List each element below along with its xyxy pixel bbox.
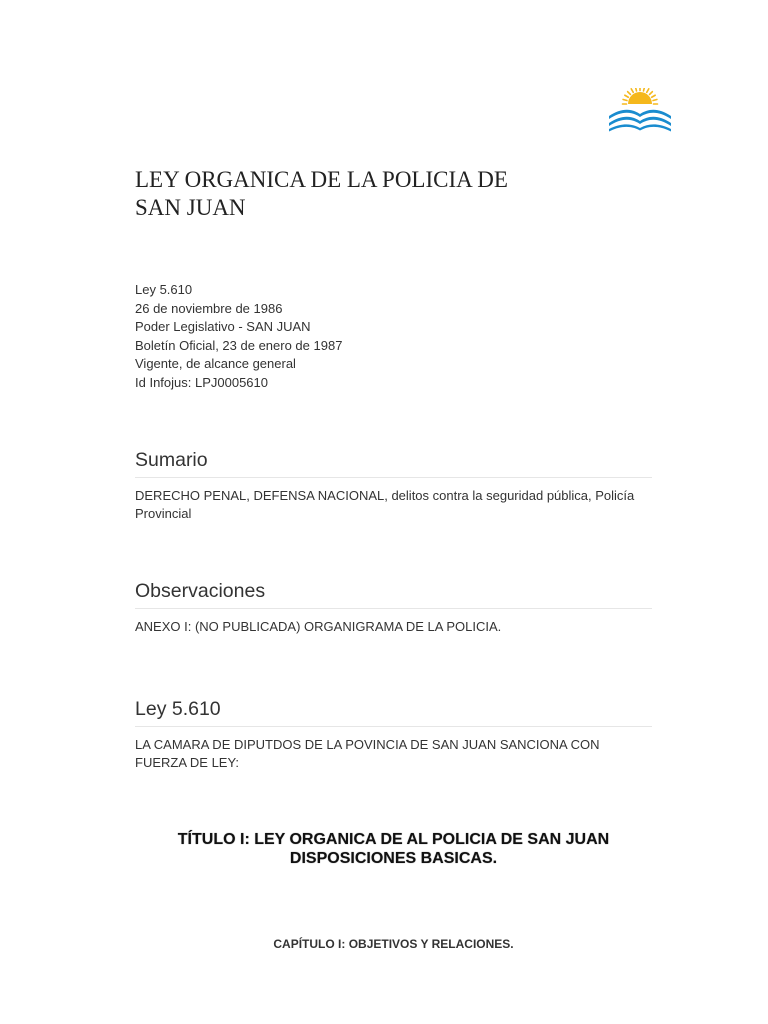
sun-ray: [650, 92, 653, 95]
sumario-body: DERECHO PENAL, DEFENSA NACIONAL, delitos contra la seguridad pública, Policía Provincial: [135, 488, 635, 521]
observaciones-body: ANEXO I: (NO PUBLICADA) ORGANIGRAMA DE LA POLICIA.: [135, 619, 502, 634]
law-number: Ley 5.610: [135, 282, 193, 297]
sun-ray: [643, 88, 644, 91]
law-bulletin: Boletín Oficial, 23 de enero de 1987: [135, 337, 343, 353]
sumario-section: [135, 447, 652, 523]
sun-ray: [623, 99, 627, 100]
law-infojus-id: Id Infojus: LPJ0005610: [135, 374, 268, 390]
ley-heading: Ley 5.610: [135, 696, 652, 727]
infojus-logo-icon: [606, 88, 674, 134]
observaciones-heading: Observaciones: [135, 578, 652, 609]
law-issuer: Poder Legislativo - SAN JUAN: [135, 319, 311, 334]
waves-icon: [609, 110, 671, 132]
document-title-line-2: SAN JUAN: [135, 195, 246, 220]
titulo-line-2: DISPOSICIONES BASICAS.: [289, 850, 498, 867]
titulo-line-1: TÍTULO I: LEY ORGANICA DE AL POLICIA DE SAN JUAN: [177, 831, 610, 848]
ley-section: [135, 696, 652, 772]
sun-ray: [631, 89, 633, 92]
titulo-heading: [135, 830, 652, 868]
law-metadata: [135, 281, 342, 392]
capitulo-heading: CAPÍTULO I: OBJETIVOS Y RELACIONES.: [273, 937, 514, 951]
sun-icon: [623, 88, 658, 104]
sun-ray: [628, 92, 631, 95]
document-title: [135, 166, 565, 222]
sun-ray: [625, 95, 628, 97]
sun-ray: [653, 99, 657, 100]
sumario-heading: Sumario: [135, 447, 652, 478]
ley-body: LA CAMARA DE DIPUTDOS DE LA POVINCIA DE SAN JUAN SANCIONA CON FUERZA DE LEY:: [135, 737, 600, 770]
observaciones-section: [135, 578, 652, 636]
sun-ray: [647, 89, 649, 92]
sun-ray: [635, 88, 636, 91]
sun-ray: [652, 95, 655, 97]
document-title-line-1: LEY ORGANICA DE LA POLICIA DE: [135, 167, 508, 192]
law-status: Vigente, de alcance general: [135, 356, 296, 371]
law-date: 26 de noviembre de 1986: [135, 300, 283, 316]
